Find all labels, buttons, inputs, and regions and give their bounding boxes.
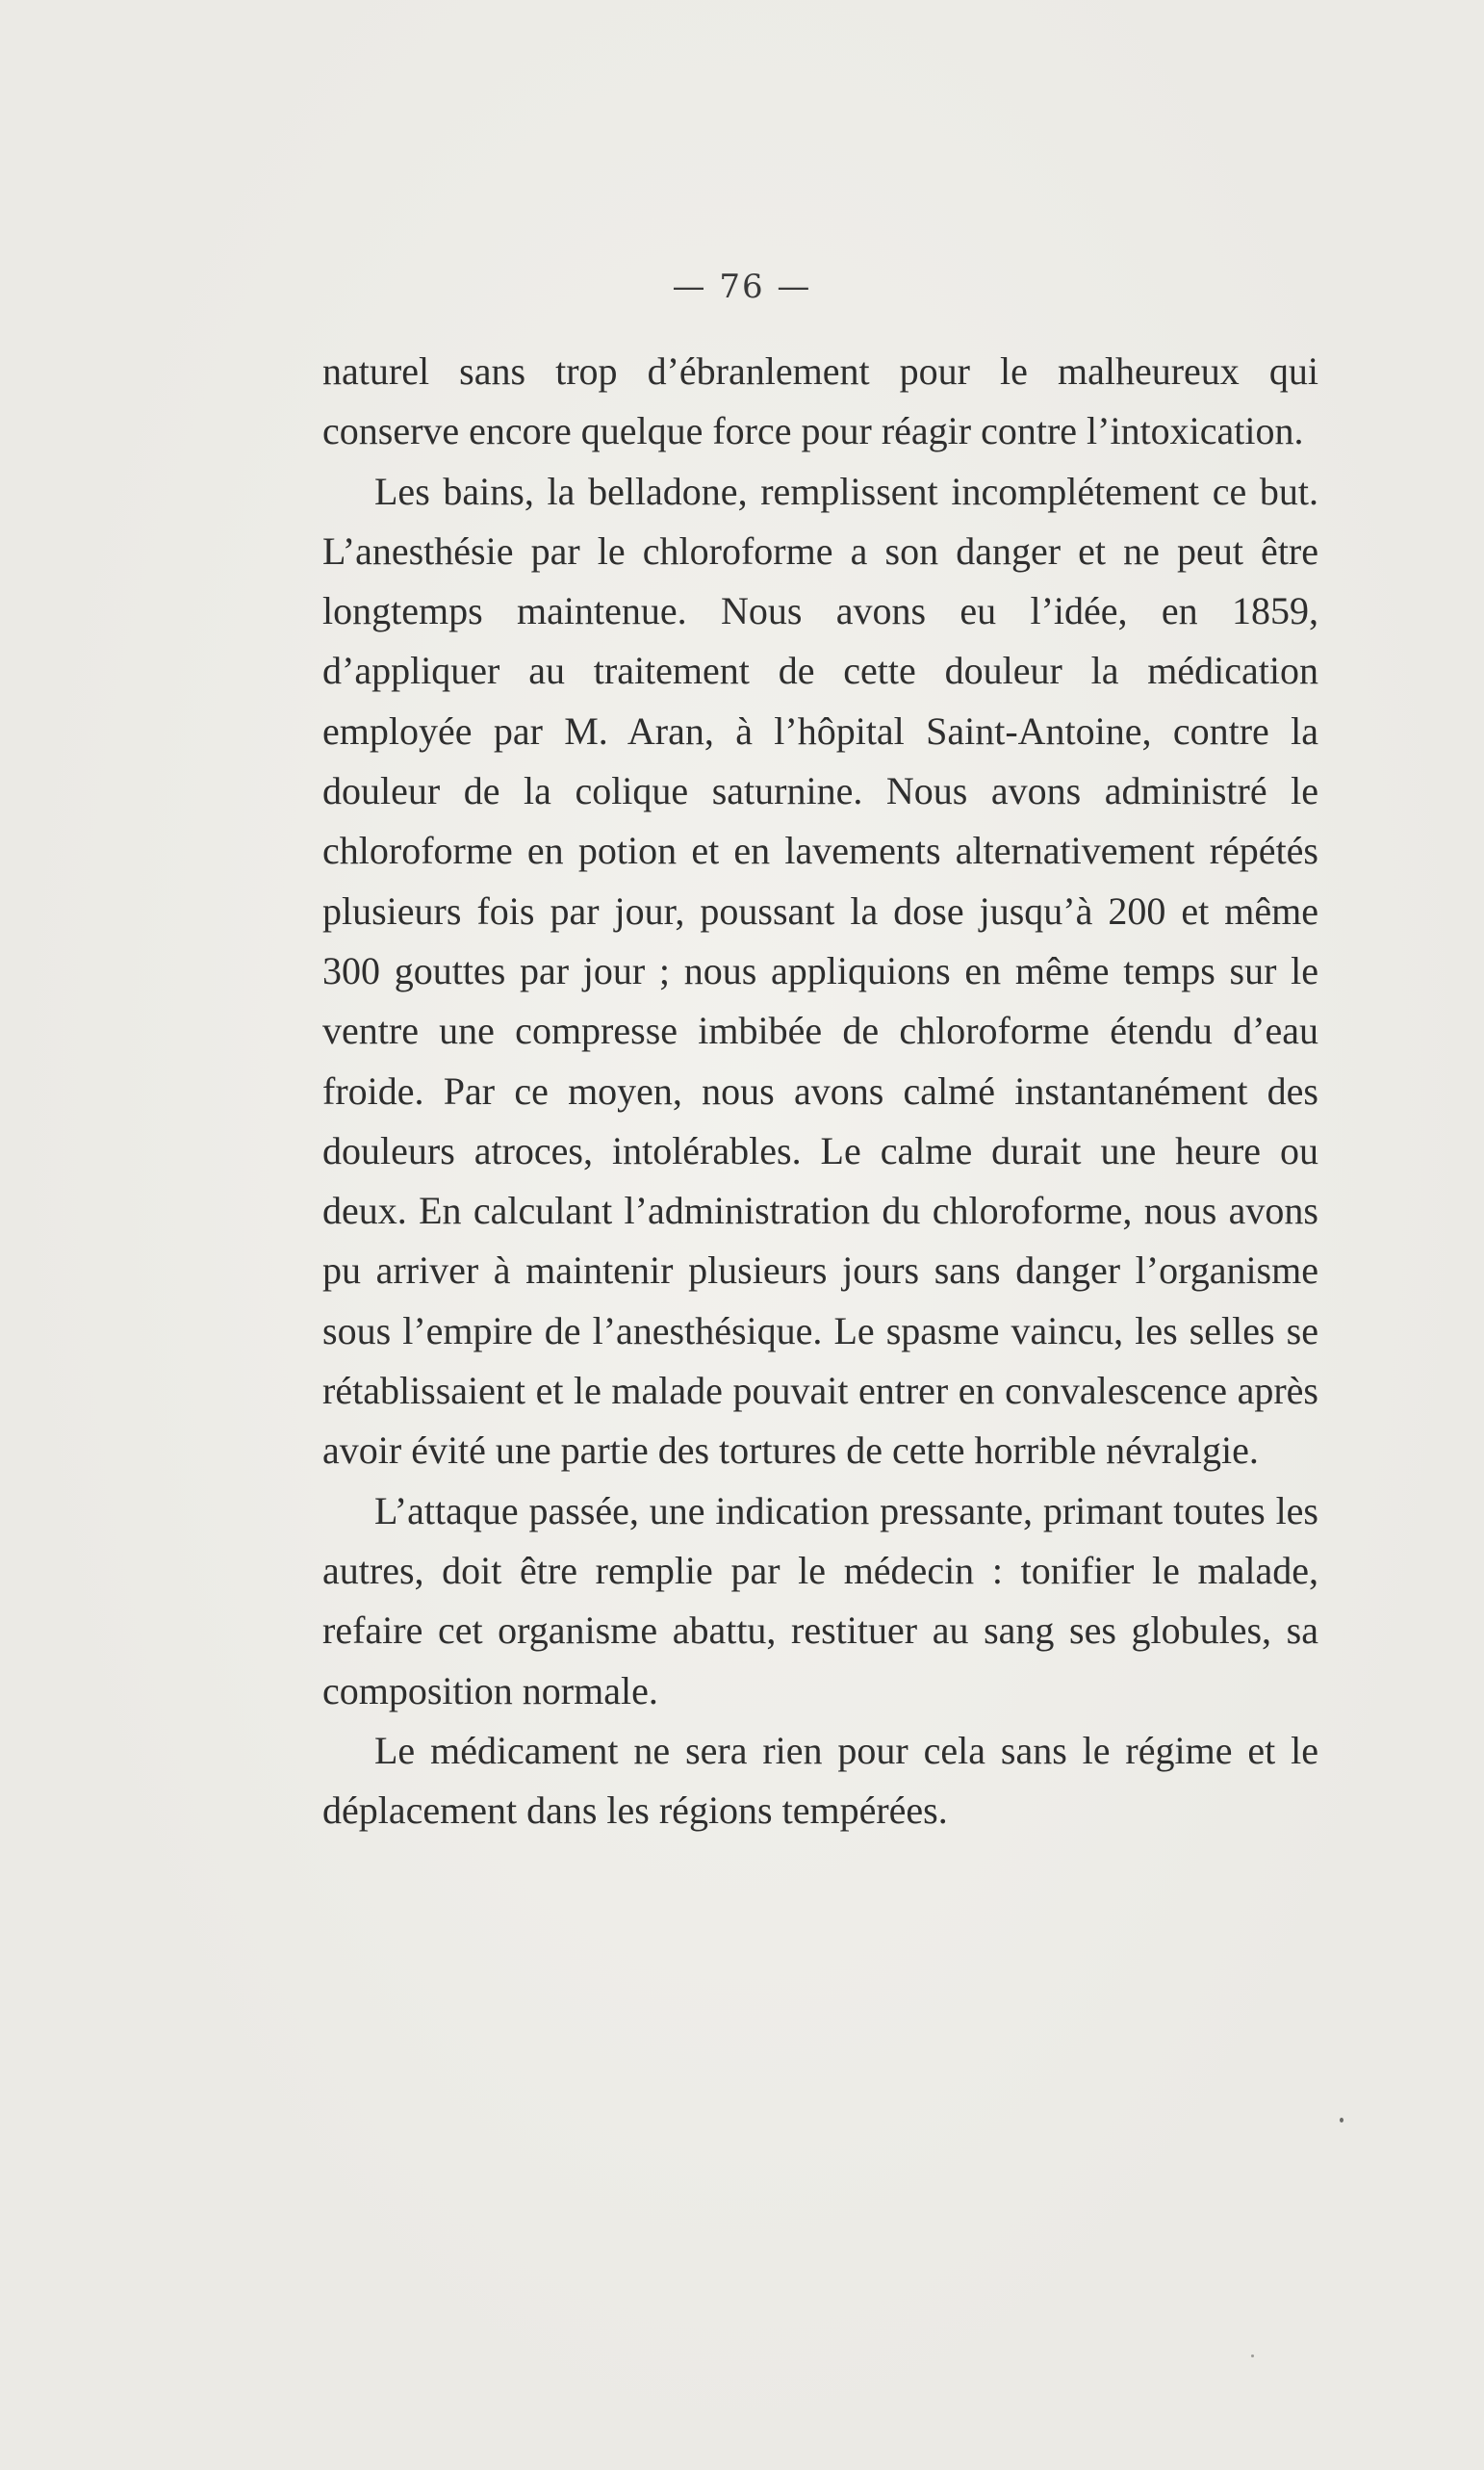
paper-speck xyxy=(1340,2118,1343,2123)
paragraph-regimen: Le médicament ne sera rien pour cela sans le régime et le déplacement dans les régions tempérées. xyxy=(322,1728,1318,1833)
body-text xyxy=(322,342,1318,1840)
paper-speck xyxy=(1251,2354,1254,2357)
paragraph-continuation: naturel sans trop d’ébranlement pour le malheureux qui conserve encore quelque force pour réagir contre l’intoxication. xyxy=(322,349,1318,453)
paragraph-chloroform-treatment: Les bains, la belladone, remplissent incomplétement ce but. L’anesthésie par le chloroforme a son danger et ne peut être longtemps maintenue. Nous avons eu l’idée, en 1859, d’appliquer au traitement de cette douleur la médication employée par M. Aran, à l’hôpital Saint-Antoine, contre la douleur de la colique saturnine. Nous avons administré le chloroforme en potion et en lavements alternativement répétés plusieurs fois par jour, poussant la dose jusqu’à 200 et même 300 gouttes par jour ; nous appliquions en même temps sur le ventre une compresse imbibée de chloroforme étendu d’eau froide. Par ce moyen, nous avons calmé instantanément des douleurs atroces, intolérables. Le calme durait une heure ou deux. En calculant l’administration du chloroforme, nous avons pu arriver à maintenir plusieurs jours sans danger l’organisme sous l’empire de l’anesthésique. Le spasme vaincu, les selles se rétablissaient et le malade pouvait entrer en convalescence après avoir évité une partie des tortures de cette horrible névralgie. xyxy=(322,469,1318,1473)
paragraph-after-attack: L’attaque passée, une indication pressante, primant toutes les autres, doit être remplie par le médecin : tonifier le malade, refaire cet organisme abattu, restituer au sang ses globules, sa composition normale. xyxy=(322,1488,1318,1712)
page-number: — 76 — xyxy=(672,268,812,306)
